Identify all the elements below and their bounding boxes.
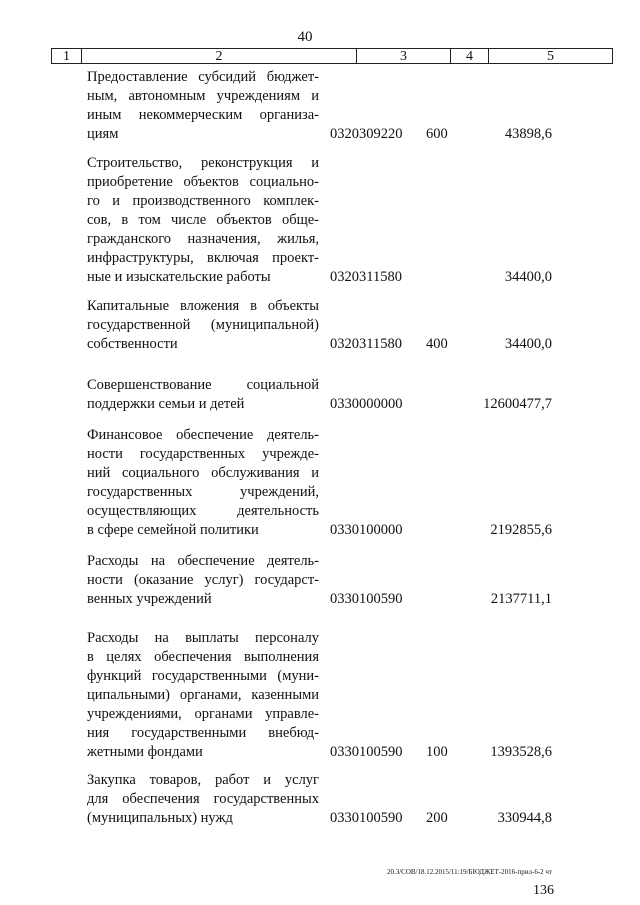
header-col-5: 5 [547,49,554,64]
description-line: осуществляющих деятельность [87,503,319,519]
description-line: ципальными) органами, казенными [87,687,319,703]
description-line: ности (оказание услуг) государст- [87,572,319,588]
footer-reference: 20.3/СОВ/18.12.2015/11:19/БЮДЖЕТ-2016-прил-6-2 чт [386,868,552,876]
description-line: в сфере семейной политики [87,522,259,538]
page-number-top: 40 [297,29,313,45]
description-line: (муниципальных) нужд [87,810,233,826]
row-amount: 330944,8 [497,810,552,826]
description-line: Капитальные вложения в объекты [87,298,319,314]
page-number-bottom: 136 [533,883,554,898]
row-code: 0320311580 [330,336,402,352]
row-expense-type: 200 [426,810,448,826]
row-code: 0330100000 [330,522,403,538]
description-line: Расходы на обеспечение деятель- [87,553,319,569]
description-line: Закупка товаров, работ и услуг [87,772,319,788]
description-line: государственной (муниципальной) [87,317,319,333]
description-line: ные и изыскательские работы [87,269,271,285]
description-line: Финансовое обеспечение деятель- [87,427,319,443]
row-expense-type: 400 [426,336,448,352]
description-line: венных учреждений [87,591,212,607]
description-line: государственных учреждений, [87,484,319,500]
row-code: 0320309220 [330,126,403,142]
description-line: гражданского назначения, жилья, [87,231,319,247]
header-col-4: 4 [451,49,489,63]
description-line: ным, автономным учреждениям и [87,88,319,104]
description-line: жетными фондами [87,744,203,760]
row-description [87,68,319,144]
description-line: Предоставление субсидий бюджет- [87,69,319,85]
row-expense-type: 100 [426,744,448,760]
row-code: 0330100590 [330,744,403,760]
description-line: ний социального обслуживания и [87,465,319,481]
description-line: го и производственного комплек- [87,193,319,209]
row-description [87,376,319,414]
row-amount: 2137711,1 [490,591,552,607]
row-description [87,552,319,609]
row-code: 0330100590 [330,591,403,607]
description-line: иным некоммерческим организа- [87,107,319,123]
table-header [51,48,613,64]
row-code: 0320311580 [330,269,402,285]
description-line: сов, в том числе объектов обще- [87,212,319,228]
description-line: для обеспечения государственных [87,791,319,807]
row-code: 0330100590 [330,810,403,826]
description-line: ности государственных учрежде- [87,446,319,462]
description-line: инфраструктуры, включая проект- [87,250,319,266]
header-col-1: 1 [52,49,82,63]
description-line: в целях обеспечения выполнения [87,649,319,665]
description-line: учреждениями, органами управле- [87,706,319,722]
row-description [87,771,319,828]
description-line: поддержки семьи и детей [87,396,245,412]
description-line: собственности [87,336,178,352]
description-line: ния государственными внебюд- [87,725,319,741]
row-amount: 34400,0 [504,336,552,352]
description-line: Совершенствование социальной [87,377,319,393]
row-amount: 2192855,6 [490,522,552,538]
row-description [87,297,319,354]
header-col-2: 2 [82,49,357,63]
description-line: приобретение объектов социально- [87,174,319,190]
description-line: Строительство, реконструкция и [87,155,319,171]
row-amount: 34400,0 [504,269,552,285]
description-line: Расходы на выплаты персоналу [87,630,319,646]
header-col-3: 3 [357,49,451,63]
row-description [87,426,319,540]
row-code: 0330000000 [330,396,403,412]
row-expense-type: 600 [426,126,448,142]
row-amount: 43898,6 [504,126,552,142]
row-amount: 1393528,6 [490,744,552,760]
row-description [87,629,319,762]
description-line: функций государственными (муни- [87,668,319,684]
row-description [87,154,319,287]
row-amount: 12600477,7 [483,396,552,412]
description-line: циям [87,126,119,142]
